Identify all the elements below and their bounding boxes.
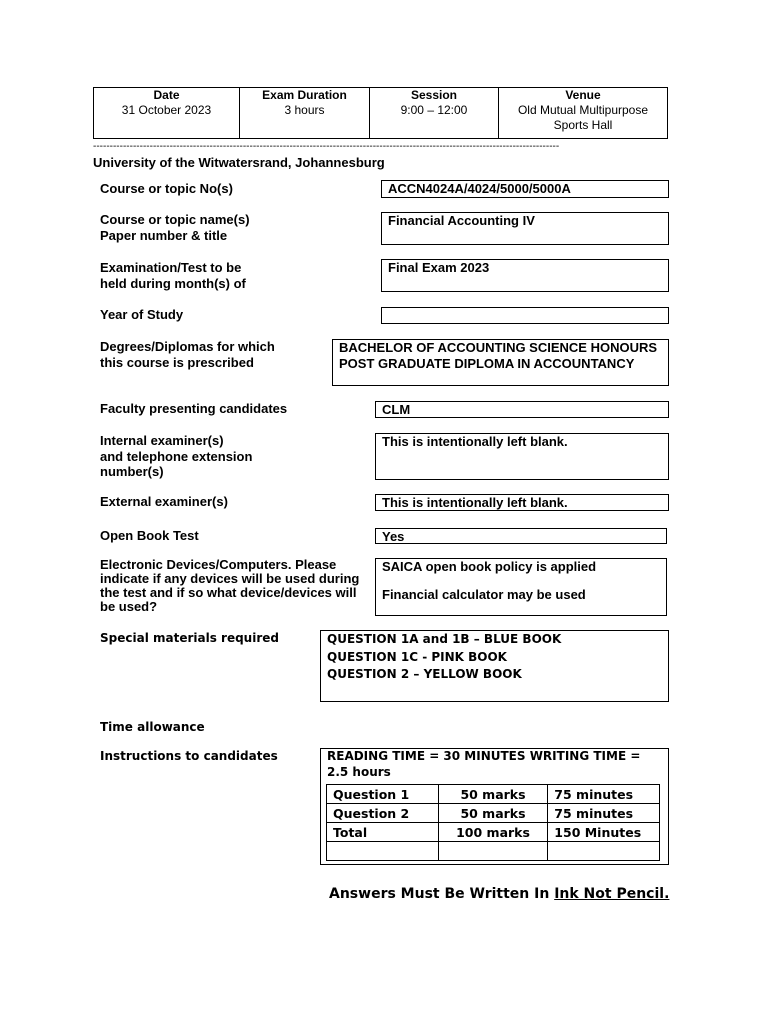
question-name: Total: [327, 823, 439, 842]
internal-label-2: and telephone extension: [100, 448, 253, 464]
external-label: External examiner(s): [100, 494, 228, 509]
course-no-value: ACCN4024A/4024/5000/5000A: [388, 181, 571, 196]
faculty-box: [375, 401, 669, 418]
special-box: [320, 630, 669, 702]
special-value-2: QUESTION 1C - PINK BOOK: [327, 649, 507, 664]
external-value: This is intentionally left blank.: [382, 495, 568, 510]
exam-info-table: [93, 87, 668, 139]
table-row: [327, 804, 660, 823]
question-time: 75 minutes: [548, 785, 660, 804]
internal-value: This is intentionally left blank.: [382, 434, 568, 449]
devices-label: [100, 558, 359, 614]
question-name: Question 2: [327, 804, 439, 823]
venue-value-2: Sports Hall: [553, 118, 613, 132]
venue-value-1: Old Mutual Multipurpose: [517, 103, 649, 117]
footer-emphasis: Ink Not Pencil.: [554, 886, 670, 902]
degrees-label-2: this course is prescribed: [100, 354, 254, 370]
question-time: 150 Minutes: [548, 823, 660, 842]
special-value-1: QUESTION 1A and 1B – BLUE BOOK: [327, 632, 562, 646]
course-name-value: Financial Accounting IV: [388, 213, 535, 228]
course-no-label: Course or topic No(s): [100, 181, 233, 196]
university-name: University of the Witwatersrand, Johannesburg: [93, 155, 385, 170]
date-value: 31 October 2023: [121, 103, 212, 117]
degrees-label: [100, 339, 275, 370]
date-cell: [94, 88, 240, 138]
table-row: [327, 842, 660, 861]
devices-box: [375, 558, 667, 616]
question-marks: [438, 842, 548, 861]
footer-prefix: Answers Must Be Written In: [329, 886, 555, 902]
question-marks: 100 marks: [438, 823, 548, 842]
external-box: [375, 494, 669, 511]
table-row: [327, 785, 660, 804]
year-label: Year of Study: [100, 307, 184, 322]
footer-note: [329, 886, 669, 902]
degrees-value-1: BACHELOR OF ACCOUNTING SCIENCE HONOURS: [339, 340, 658, 355]
session-label: Session: [410, 88, 458, 102]
question-name: Question 1: [327, 785, 439, 804]
duration-cell: [240, 88, 370, 138]
exam-value: Final Exam 2023: [388, 260, 490, 275]
internal-label: [100, 433, 252, 480]
session-cell: [370, 88, 499, 138]
internal-label-1: Internal examiner(s): [100, 433, 224, 448]
separator-line: --------------------------------------------------------------------------------------------------------------------------------------------: [93, 142, 560, 152]
course-name-label-2: Paper number & title: [100, 227, 228, 243]
duration-label: Exam Duration: [262, 88, 347, 102]
date-label: Date: [153, 88, 180, 102]
devices-label-1: Electronic Devices/Computers. Please: [100, 557, 337, 572]
special-value-3: QUESTION 2 – YELLOW BOOK: [327, 667, 522, 681]
table-row: [327, 823, 660, 842]
degrees-box: [332, 339, 669, 386]
question-marks: 50 marks: [438, 785, 548, 804]
question-name: [327, 842, 439, 861]
internal-box: [375, 433, 669, 480]
course-name-box: [381, 212, 669, 245]
degrees-label-1: Degrees/Diplomas for which: [100, 339, 275, 354]
devices-label-4: be used?: [100, 599, 158, 614]
question-marks: 50 marks: [438, 804, 548, 823]
openbook-value: Yes: [382, 529, 405, 544]
degrees-value-2: POST GRADUATE DIPLOMA IN ACCOUNTANCY: [339, 355, 635, 371]
instructions-label: Instructions to candidates: [100, 749, 278, 763]
duration-value: 3 hours: [284, 103, 325, 117]
devices-label-2: indicate if any devices will be used during: [100, 571, 360, 586]
internal-label-3: number(s): [100, 464, 164, 479]
course-no-box: [381, 180, 669, 198]
exam-label: [100, 260, 246, 291]
devices-value-1: SAICA open book policy is applied: [382, 559, 597, 574]
exam-label-2: held during month(s) of: [100, 275, 246, 291]
devices-label-3: the test and if so what device/devices will: [100, 585, 357, 600]
openbook-box: [375, 528, 667, 544]
openbook-label: Open Book Test: [100, 528, 199, 543]
special-label: Special materials required: [100, 631, 279, 645]
year-box: [381, 307, 669, 324]
faculty-value: CLM: [382, 402, 411, 417]
question-time: [548, 842, 660, 861]
course-name-label-1: Course or topic name(s): [100, 212, 250, 227]
course-name-label: [100, 212, 250, 243]
devices-value-2: Financial calculator may be used: [382, 586, 586, 602]
faculty-label: Faculty presenting candidates: [100, 401, 288, 416]
marks-table: [326, 784, 660, 861]
reading-time: READING TIME = 30 MINUTES WRITING TIME = 2.5 hours: [327, 749, 641, 779]
exam-box: [381, 259, 669, 292]
exam-label-1: Examination/Test to be: [100, 260, 242, 275]
venue-label: Venue: [565, 88, 601, 102]
question-time: 75 minutes: [548, 804, 660, 823]
session-value: 9:00 – 12:00: [400, 103, 468, 117]
time-label: Time allowance: [100, 720, 205, 734]
venue-cell: [499, 88, 667, 138]
